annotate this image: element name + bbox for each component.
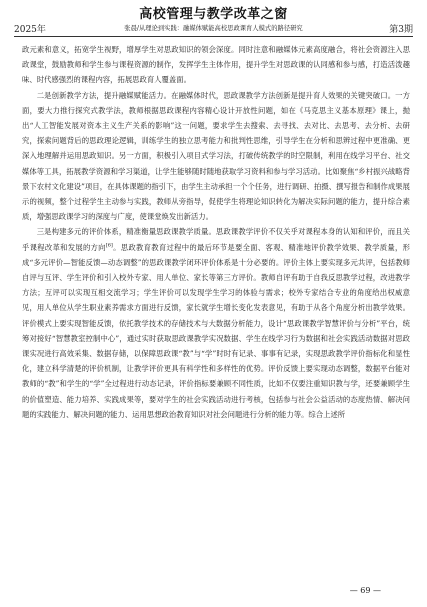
running-title: 张晨/从理论到实践：融媒体赋能高校思政课育人模式的路径研究	[124, 25, 303, 32]
journal-title: 高校管理与教学改革之窗	[139, 7, 288, 22]
journal-year: 2025年	[14, 25, 46, 35]
running-header	[14, 20, 413, 34]
citation-marker: [6]	[105, 242, 113, 249]
header-rule	[14, 36, 413, 37]
paragraph-1: 政元素和意义，拓宽学生视野，增厚学生对思政知识的领会深度。同时注意和融媒体元素高度融合，将社会资源注入思政课堂，鼓励教师和学生参与课程资源的制作，发挥学生主体作用，提升学生对思政课的认同感和参与感，打造活泼趣味、时代感强烈的课程内容，拓展思政育人覆盖面。	[22, 45, 410, 85]
paragraph-3	[22, 224, 410, 422]
page-number: — 69 —	[349, 586, 381, 595]
journal-issue: 第3期	[389, 25, 413, 35]
article-body	[22, 42, 410, 422]
paragraph-3-text: 三是构建多元的评价体系，精准衡量思政课教学质量。思政课教学评价不仅关乎对课程本身的认知和评价，而且关乎课程改革和发展的方向	[22, 227, 410, 252]
paragraph-3-text-continued: 。思政教育教育过程中的最后环节是要全面、客观、精准地评价教学效果、教学质量，形成“多元评价—智能反馈—动态调整”的思政课教学闭环评价体系是十分必要的。评价主体上要实现多元共评，包括教师自评与互评、学生评价和引入校外专家、用人单位、家长等第三方评价。教师自评有助于自我反思教学过程，改进教学方法；互评可以实现互相交流学习；学生评价可以发现学生学习的体验与需求；校外专家结合专业的角度给出权威意见，用人单位从学生职业素养需求方面进行反馈，家长就学生增长变化发表意见，有助于从各个角度分析出教学效果。评价模式上要实现智能反馈，依托教学技术的存储技术与大数据分析能力，设计“思政课教学智慧评价与分析”平台，统筹对接好“智慧教室控制中心”，通过实时获取思政课教学实况数据、学生在线学习行为数据和社会实践活动数据对思政课实况进行高效采集、数据存储，以保障思政课“教”与“学”时时有记录、事事有记录，实现思政教学评价指标化和显性化，建立科学清楚的评价机制，让教学评价更具有科学性和多样性的优势。评价反馈上要实现动态调整，数据平台能对教师的“教”和学生的“学”全过程进行动态记录，评价指标要兼顾不同性质，比如不仅要注重知识教与学，还要兼顾学生的价值塑造、能力培养、实践成果等，要对学生的社会实践活动进行考核，包括参与社会公益活动的态度热情、解决问题的实践能力、解决问题的能力、运用思想政治教育知识对社会问题进行分析的能力等。综合上述所	[22, 242, 410, 419]
paragraph-2: 二是创新教学方法，提升融媒赋能活力。在融媒体时代，思政课教学方法创新是提升育人效果的关键突破口。一方面，要大力推行探究式教学法，教师根据思政课程内容精心设计开放性问题，如在《马克思主义基本原理》课上，抛出“人工智能发展对资本主义生产关系的影响”这一问题，要求学生去搜索、去寻找、去对比、去思考、去分析、去研究，探索问题背后的思政理论逻辑，训练学生的独立思考能力和批判性思维，引导学生在分析和思辨过程中更准确、更深入地理解并运用思政知识。另一方面，积极引入项目式学习法，打破传统教学的时空限制，利用在线学习平台、社交媒体等工具，拓展教学资源和学习渠道，让学生能够随时随地获取学习资料和参与学习活动。比如聚焦“乡村振兴战略背景下农村文化建设”项目，在具体课题的指引下，由学生主动承担一个个任务，进行调研、拍摄、撰写报告和制作成果展示的视频，整个过程学生主动参与实践，教师从旁指导，促使学生将理论知识转化为解决实际问题的能力，提升综合素质，增强思政课学习的深度与广度，使课堂焕发出新活力。	[22, 90, 410, 222]
